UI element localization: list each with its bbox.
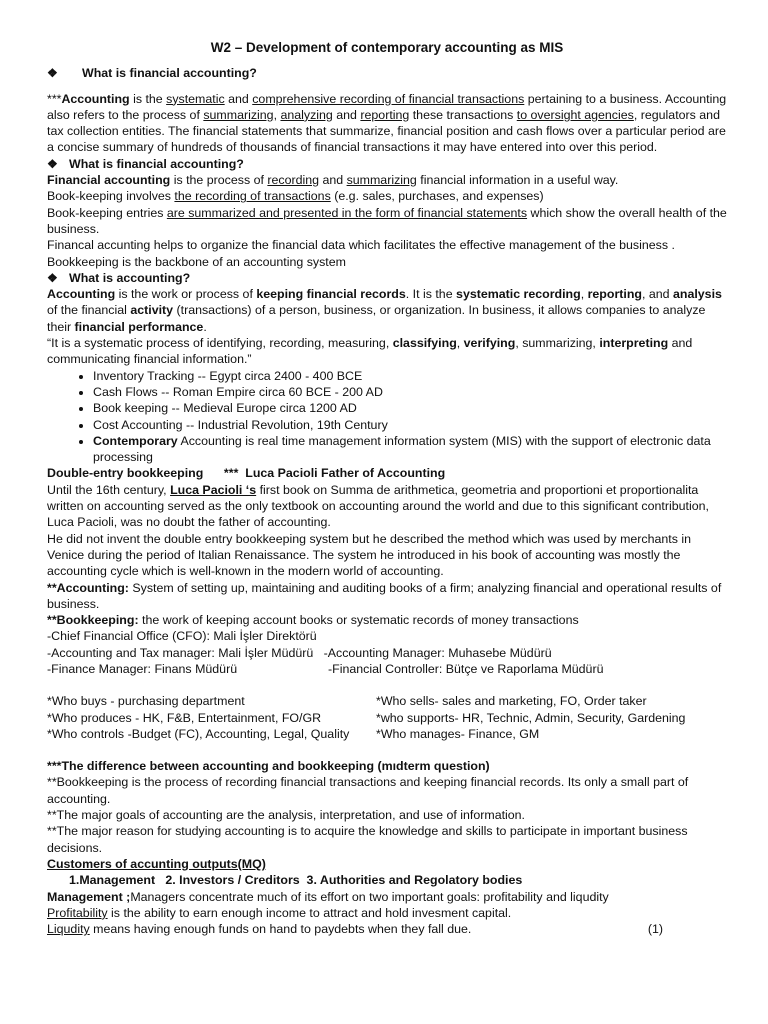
paragraph-double-entry-method: He did not invent the double entry bookkeeping system but he described the method which was used by merchants in Venice during the period of Italian Renaissance. The system he introduced in his book of accounting was mostly the accounting cycle which is well-known in the modern world of accounting. bbox=[47, 531, 692, 579]
paragraph-profitability: Profitability is the ability to earn enough income to attract and hold invesment capital. bbox=[47, 905, 512, 920]
paragraph-bookkeeping-backbone: Bookkeeping is the backbone of an accounting system bbox=[47, 254, 346, 269]
paragraph-financial-accounting-helps: Financal accunting helps to organize the financial data which facilitates the effective management of the business . bbox=[47, 238, 675, 253]
paragraph-accounting-definition: ***Accounting is the systematic and comprehensive recording of financial transactions pertaining to a business. Accounting also refers to the process of summarizing, analyzing and reporting these transactions to oversight agencies, regulators and tax collection entities. The financial statements that summarize, financial position and cash flows over a particular period are a concise summary of hundreds of thousands of financial transactions it may have entered into over this period. bbox=[47, 91, 727, 155]
who-row: *Who buys - purchasing department *Who sells- sales and marketing, FO, Order taker bbox=[47, 694, 647, 709]
role-finance-row: -Finance Manager: Finans Müdürü -Financial Controller: Bütçe ve Raporlama Müdürü bbox=[47, 661, 604, 676]
who-row: *Who controls -Budget (FC), Accounting, Legal, Quality *Who manages- Finance, GM bbox=[47, 726, 540, 741]
paragraph-systematic-process-quote: “It is a systematic process of identifying, recording, measuring, classifying, verifying, summarizing, interpreting and communicating financial information.” bbox=[47, 336, 693, 367]
heading-what-is-accounting: ❖ What is accounting? bbox=[47, 270, 191, 285]
list-item: • Cost Accounting -- Industrial Revolution, 19th Century bbox=[93, 417, 727, 433]
heading-what-is-financial-accounting-2: ❖ What is financial accounting? bbox=[47, 156, 244, 171]
page-title: W2 – Development of contemporary accounting as MIS bbox=[210, 40, 564, 55]
paragraph-liquidity: Liqudity means having enough funds on hand to paydebts when they fall due. (1) bbox=[47, 922, 663, 937]
paragraph-pacioli: Until the 16th century, Luca Pacioli ‘s first book on Summa de arithmetica, geometria and proportioni et proportionalita written on accounting served as the only textbook on accounting around the world and due to this significant contribution, Luca Pacioli, was no doubt the father of accounting. bbox=[47, 482, 709, 530]
heading-double-entry: Double-entry bookkeeping *** Luca Pacioli Father of Accounting bbox=[47, 466, 446, 481]
paragraph-accounting-system: **Accounting: System of setting up, maintaining and auditing books of a firm; analyzing financial and operational results of business. bbox=[47, 580, 722, 611]
list-item: • Book keeping -- Medieval Europe circa 1200 AD bbox=[93, 400, 727, 416]
diamond-bullet-icon: ❖ bbox=[47, 270, 58, 285]
heading-difference: ***The difference between accounting and bookkeeping (mıdterm question) bbox=[47, 759, 490, 774]
history-list bbox=[47, 368, 727, 466]
paragraph-accounting-work: Accounting is the work or process of keeping financial records. It is the systematic recording, reporting, and analysis of the financial activity (transactions) of a person, business, or organization. In business, it allows companies to analyze their financial performance. bbox=[47, 287, 722, 334]
who-row: *Who produces - HK, F&B, Entertainment, FO/GR *who supports- HR, Technic, Admin, Security, Gardening bbox=[47, 710, 686, 725]
diamond-bullet-icon: ❖ bbox=[47, 66, 58, 81]
list-item: • Cash Flows -- Roman Empire circa 60 BCE - 200 AD bbox=[93, 384, 727, 400]
role-cfo: -Chief Financial Office (CFO): Mali İşler Direktörü bbox=[47, 629, 317, 644]
paragraph-difference-3: **The major reason for studying accounting is to acquire the knowledge and skills to participate in important business decisions. bbox=[47, 824, 688, 855]
page-number: (1) bbox=[647, 922, 663, 937]
paragraph-difference-1: **Bookkeeping is the process of recording financial transactions and keeping financial records. Its only a small part of accounting. bbox=[47, 775, 689, 806]
paragraph-bookkeeping-involves: Book-keeping involves the recording of transactions (e.g. sales, purchases, and expenses) bbox=[47, 189, 544, 204]
list-item: • Contemporary Accounting is real time management information system (MIS) with the support of electronic data processing bbox=[93, 433, 727, 466]
customers-list: 1.Management 2. Investors / Creditors 3. Authorities and Regolatory bodies bbox=[69, 873, 523, 888]
paragraph-financial-accounting: Financial accounting is the process of recording and summarizing financial information in a useful way. bbox=[47, 173, 619, 188]
list-item: • Inventory Tracking -- Egypt circa 2400 - 400 BCE bbox=[93, 368, 727, 384]
document-page bbox=[47, 40, 727, 937]
heading-customers: Customers of accunting outputs(MQ) bbox=[47, 856, 266, 871]
paragraph-bookkeeping-work: **Bookkeeping: the work of keeping account books or systematic records of money transactions bbox=[47, 613, 579, 628]
paragraph-management: Management ;Managers concentrate much of its effort on two important goals: profitability and liqudity bbox=[47, 889, 609, 904]
paragraph-difference-2: **The major goals of accounting are the analysis, interpretation, and use of information. bbox=[47, 808, 526, 823]
diamond-bullet-icon: ❖ bbox=[47, 156, 58, 171]
heading-what-is-financial-accounting-1: ❖ What is financial accounting? bbox=[47, 66, 257, 81]
paragraph-bookkeeping-entries: Book-keeping entries are summarized and presented in the form of financial statements which show the overall health of the business. bbox=[47, 205, 727, 236]
role-accounting-tax: -Accounting and Tax manager: Mali İşler Müdürü -Accounting Manager: Muhasebe Müdürü bbox=[47, 645, 552, 660]
